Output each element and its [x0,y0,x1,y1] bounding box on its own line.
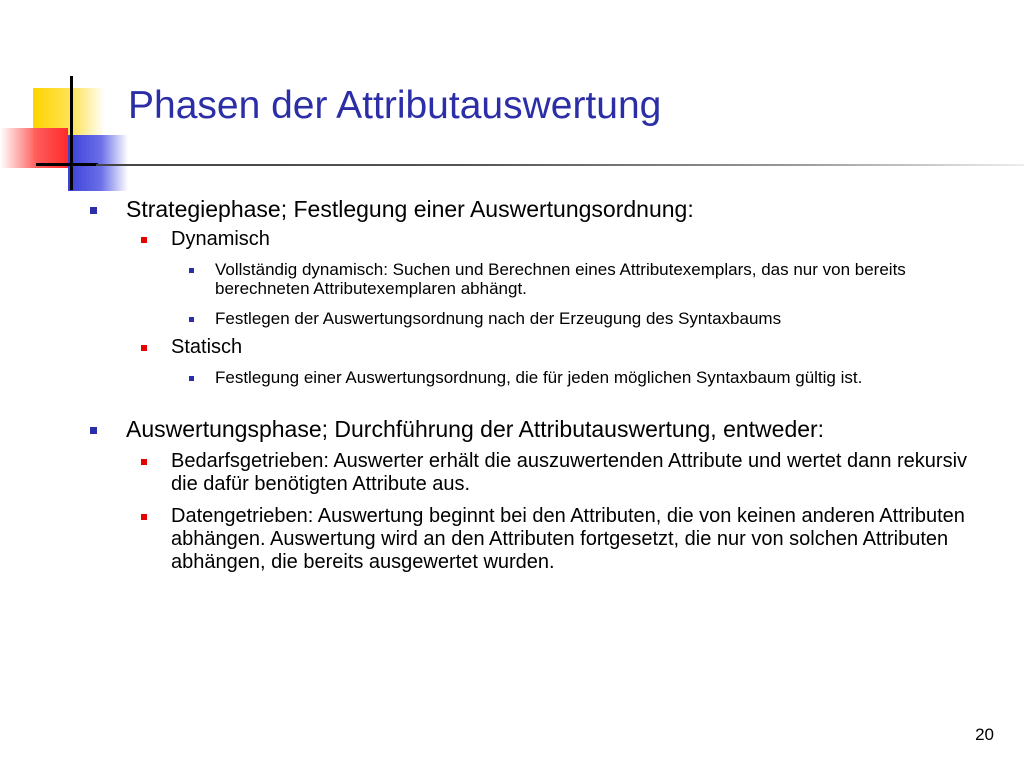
list-item [171,505,981,574]
bullet-square-icon [141,237,147,243]
list-item [215,368,995,387]
bullet-square-icon [141,345,147,351]
bullet-square-icon [189,268,194,273]
bullet-square-icon [90,207,97,214]
list-item [171,450,981,496]
title-rule [96,164,1024,166]
logo-red-square [0,128,68,168]
list-item [126,196,1006,222]
list-item-text: Vollständig dynamisch: Suchen und Berechnen eines Attributexemplars, das nur von bereits berechneten Attributexemplaren abhängt. [215,260,906,298]
bullet-square-icon [90,427,97,434]
list-item [215,260,995,298]
list-item-text: Festlegen der Auswertungsordnung nach der Erzeugung des Syntaxbaums [215,309,782,328]
logo-vertical-line [70,76,73,190]
list-item [171,336,1001,359]
list-item-text: Statisch [171,336,243,358]
slide-title: Phasen der Attributauswertung [128,84,662,127]
list-item [126,416,1006,442]
list-item-text: Dynamisch [171,228,270,250]
bullet-square-icon [189,376,194,381]
page-number: 20 [975,725,994,744]
bullet-square-icon [189,317,194,322]
list-item-text: Festlegung einer Auswertungsordnung, die für jeden möglichen Syntaxbaum gültig ist. [215,368,863,387]
list-item-text: Strategiephase; Festlegung einer Auswertungsordnung: [126,196,694,222]
bullet-square-icon [141,459,147,465]
list-item [171,228,1001,251]
list-item-text: Bedarfsgetrieben: Auswerter erhält die auszuwertenden Attribute und wertet dann rekursiv die dafür benötigten Attribute aus. [171,450,968,495]
logo-horizontal-line [36,163,98,166]
list-item [215,309,995,328]
list-item-text: Datengetrieben: Auswertung beginnt bei den Attributen, die von keinen anderen Attributen abhängen. Auswertung wird an den Attributen fortgesetzt, die nur von solchen Attributen abhängen, die bereits ausgewertet wurden. [171,505,965,573]
bullet-square-icon [141,514,147,520]
list-item-text: Auswertungsphase; Durchführung der Attributauswertung, entweder: [126,416,825,442]
